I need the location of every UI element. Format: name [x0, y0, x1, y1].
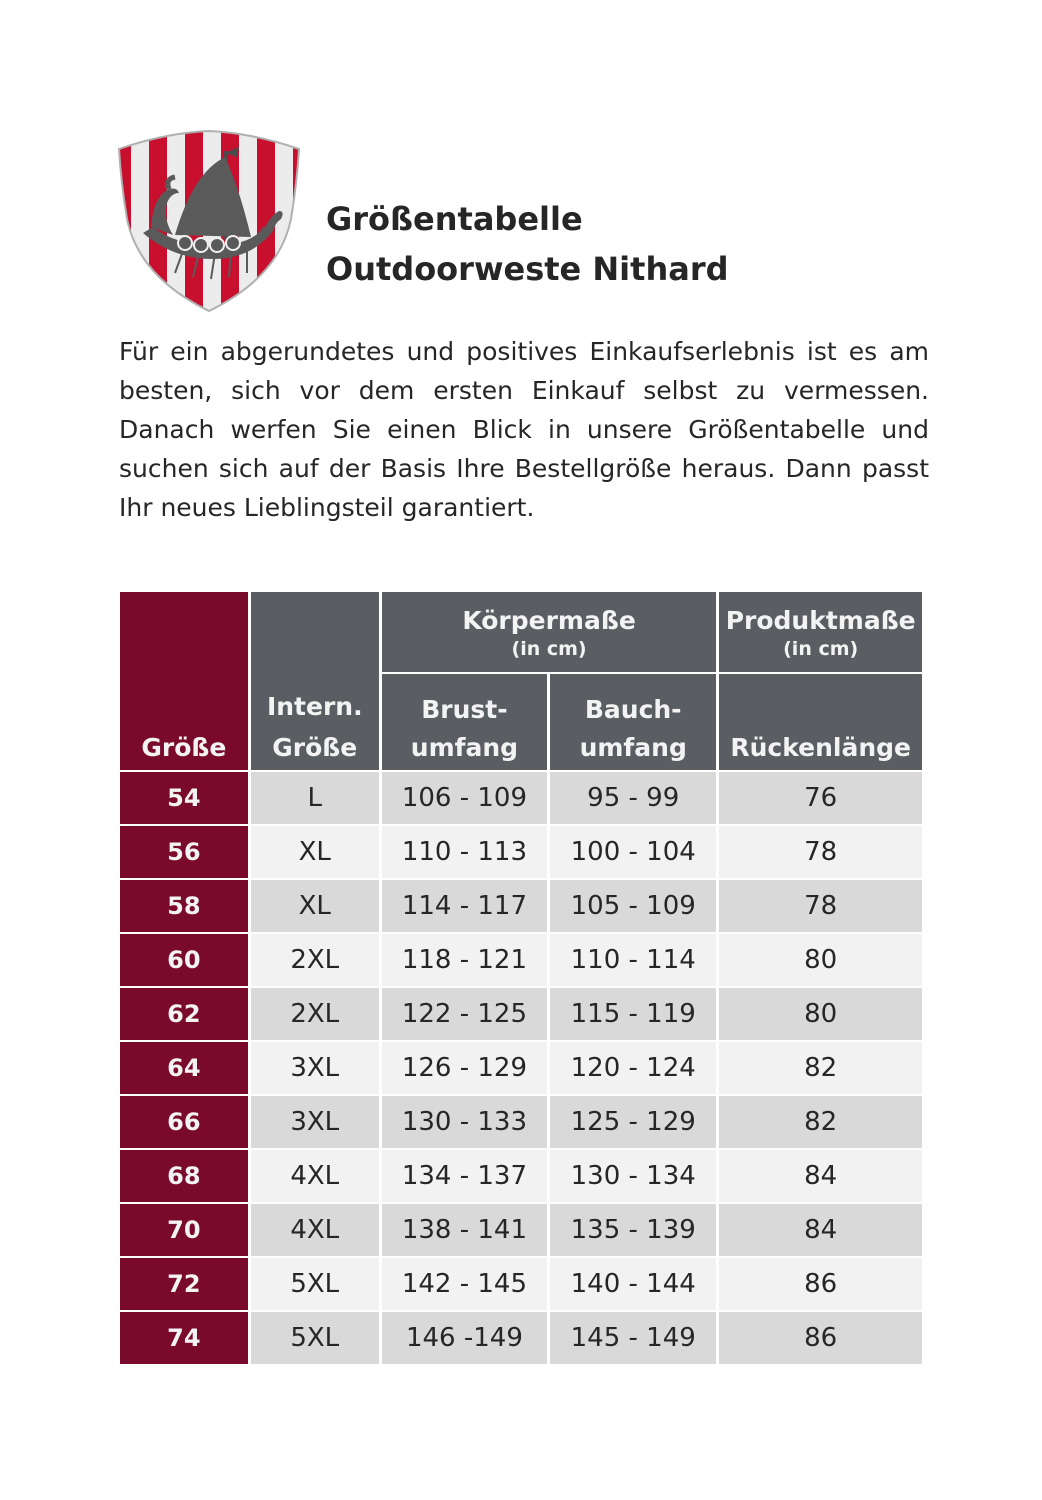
col-header-belly: Bauch- umfang [550, 674, 716, 770]
belly-cell: 125 - 129 [550, 1096, 716, 1148]
size-cell: 72 [120, 1258, 248, 1310]
belly-cell: 140 - 144 [550, 1258, 716, 1310]
chest-cell: 106 - 109 [382, 772, 547, 824]
size-cell: 70 [120, 1204, 248, 1256]
group-header-body: Körpermaße (in cm) [382, 592, 717, 672]
chest-cell: 142 - 145 [382, 1258, 547, 1310]
back-length-cell: 80 [719, 934, 922, 986]
belly-cell: 105 - 109 [550, 880, 716, 932]
brand-shield-logo [113, 127, 305, 315]
back-length-cell: 78 [719, 826, 922, 878]
belly-cell: 110 - 114 [550, 934, 716, 986]
belly-cell: 95 - 99 [550, 772, 716, 824]
size-cell: 58 [120, 880, 248, 932]
back-length-cell: 76 [719, 772, 922, 824]
chest-cell: 114 - 117 [382, 880, 547, 932]
table-row [120, 1258, 922, 1310]
chest-cell: 130 - 133 [382, 1096, 547, 1148]
chest-cell: 122 - 125 [382, 988, 547, 1040]
chest-cell: 126 - 129 [382, 1042, 547, 1094]
intl-size-cell: XL [251, 826, 379, 878]
belly-cell: 115 - 119 [550, 988, 716, 1040]
belly-cell: 145 - 149 [550, 1312, 716, 1364]
size-cell: 64 [120, 1042, 248, 1094]
title-line-1: Größentabelle [326, 200, 583, 238]
belly-cell: 100 - 104 [550, 826, 716, 878]
chest-cell: 138 - 141 [382, 1204, 547, 1256]
intl-size-cell: L [251, 772, 379, 824]
back-length-cell: 82 [719, 1042, 922, 1094]
size-cell: 56 [120, 826, 248, 878]
back-length-cell: 86 [719, 1312, 922, 1364]
back-length-cell: 86 [719, 1258, 922, 1310]
size-cell: 68 [120, 1150, 248, 1202]
size-table [117, 590, 925, 1366]
intl-size-cell: 4XL [251, 1204, 379, 1256]
intl-size-cell: XL [251, 880, 379, 932]
intl-size-cell: 2XL [251, 934, 379, 986]
table-row [120, 1150, 922, 1202]
table-row [120, 1204, 922, 1256]
size-cell: 74 [120, 1312, 248, 1364]
table-row [120, 934, 922, 986]
col-header-back-length: Rückenlänge [719, 674, 922, 770]
belly-cell: 130 - 134 [550, 1150, 716, 1202]
table-row [120, 1042, 922, 1094]
table-row [120, 1312, 922, 1364]
col-header-size: Größe [120, 592, 248, 770]
belly-cell: 135 - 139 [550, 1204, 716, 1256]
intl-size-cell: 3XL [251, 1096, 379, 1148]
col-header-chest: Brust- umfang [382, 674, 547, 770]
back-length-cell: 84 [719, 1150, 922, 1202]
intl-size-cell: 3XL [251, 1042, 379, 1094]
size-cell: 54 [120, 772, 248, 824]
intl-size-cell: 2XL [251, 988, 379, 1040]
size-cell: 60 [120, 934, 248, 986]
chest-cell: 110 - 113 [382, 826, 547, 878]
table-row [120, 772, 922, 824]
belly-cell: 120 - 124 [550, 1042, 716, 1094]
intl-size-cell: 5XL [251, 1258, 379, 1310]
table-row [120, 826, 922, 878]
group-header-product: Produktmaße (in cm) [719, 592, 922, 672]
table-header-row [120, 592, 922, 672]
table-row [120, 1096, 922, 1148]
col-header-intl-size: Intern. Größe [251, 592, 379, 770]
back-length-cell: 80 [719, 988, 922, 1040]
chest-cell: 146 -149 [382, 1312, 547, 1364]
intl-size-cell: 4XL [251, 1150, 379, 1202]
back-length-cell: 84 [719, 1204, 922, 1256]
size-cell: 66 [120, 1096, 248, 1148]
intro-paragraph: Für ein abgerundetes und positives Einkaufserlebnis ist es am besten, sich vor dem ersten Einkauf selbst zu vermessen. Danach werfen Sie einen Blick in unsere Größentabelle und suchen sich auf der Basis Ihre Bestellgröße heraus. Dann passt Ihr neues Lieblingsteil garantiert. [119, 337, 929, 522]
table-row [120, 988, 922, 1040]
title-line-2: Outdoorweste Nithard [326, 250, 729, 288]
back-length-cell: 78 [719, 880, 922, 932]
table-row [120, 880, 922, 932]
size-cell: 62 [120, 988, 248, 1040]
back-length-cell: 82 [719, 1096, 922, 1148]
intl-size-cell: 5XL [251, 1312, 379, 1364]
chest-cell: 118 - 121 [382, 934, 547, 986]
page-title [326, 194, 729, 294]
chest-cell: 134 - 137 [382, 1150, 547, 1202]
